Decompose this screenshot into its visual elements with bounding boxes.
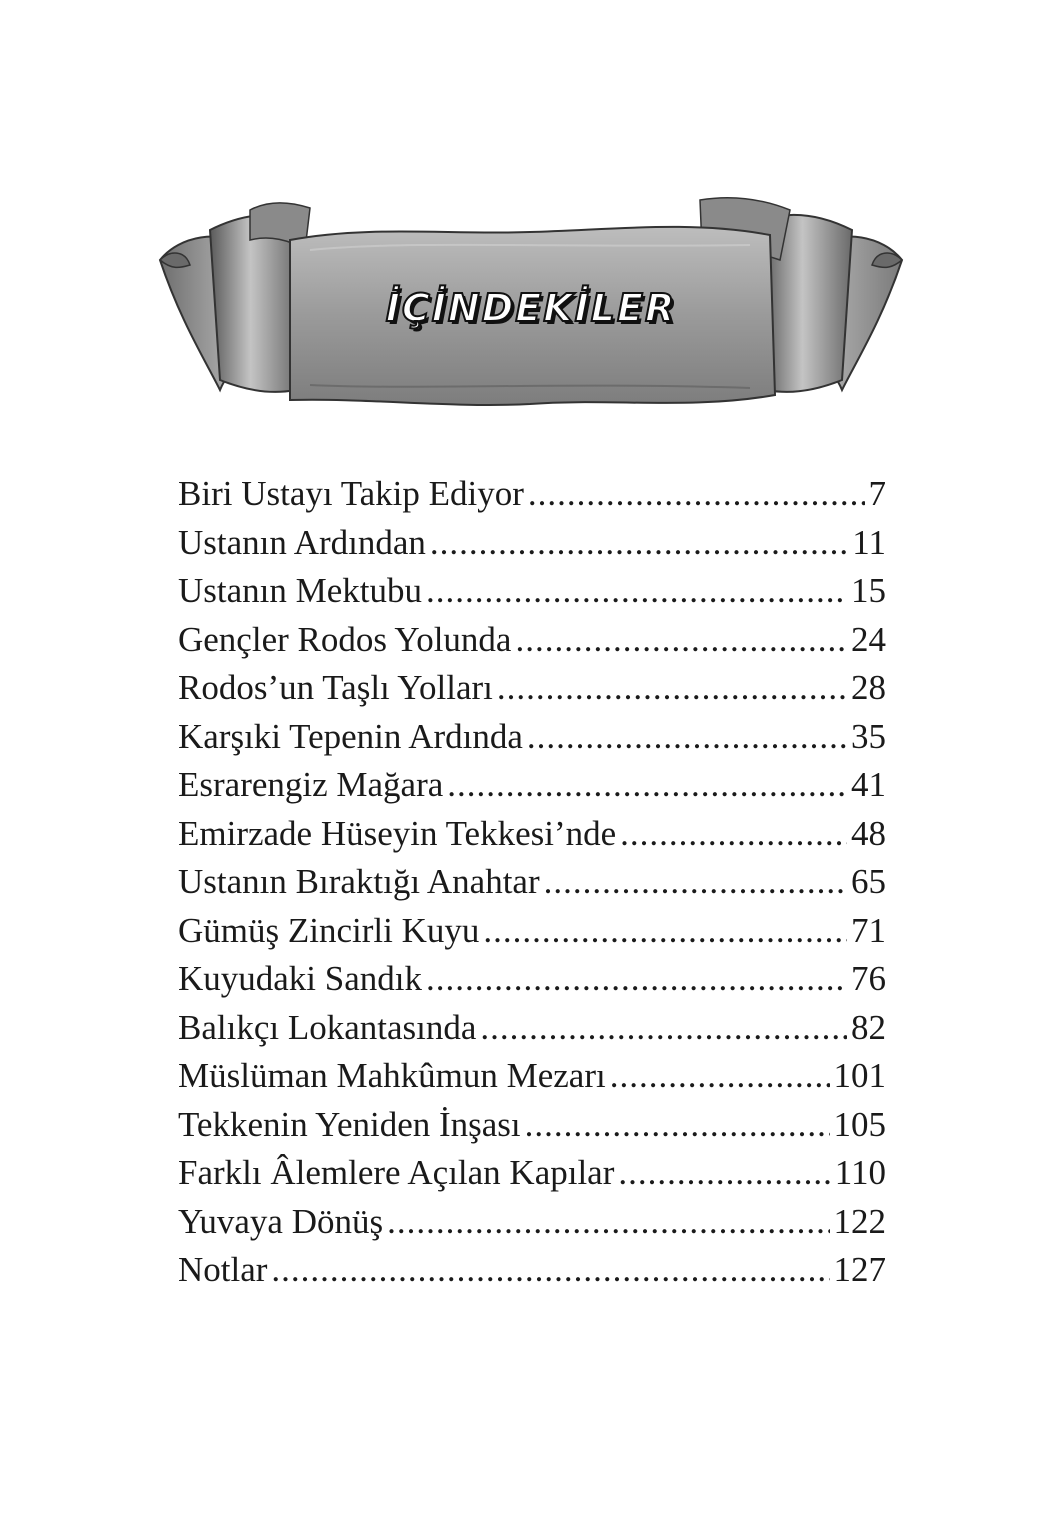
- toc-leader-dots: [525, 1101, 830, 1149]
- toc-entry[interactable]: [178, 955, 886, 1004]
- toc-leader-dots: [515, 616, 847, 664]
- toc-entry-title: Ustanın Bıraktığı Anahtar: [178, 862, 540, 901]
- toc-entry-page: 122: [833, 1201, 886, 1241]
- toc-entry-page: 76: [851, 959, 886, 998]
- toc-entry-title: Farklı Âlemlere Açılan Kapılar: [178, 1153, 615, 1192]
- toc-entry-page: 105: [833, 1104, 886, 1144]
- toc-leader-dots: [426, 567, 847, 615]
- toc-entry-page: 65: [851, 862, 886, 901]
- toc-entry-title: Gençler Rodos Yolunda: [178, 619, 512, 659]
- toc-entry[interactable]: [178, 1198, 886, 1247]
- toc-entry[interactable]: [178, 664, 886, 713]
- toc-entry[interactable]: [178, 713, 886, 762]
- toc-leader-dots: [610, 1052, 830, 1100]
- toc-leader-dots: [387, 1198, 829, 1246]
- toc-entry[interactable]: [178, 810, 886, 859]
- toc-entry[interactable]: [178, 1149, 886, 1198]
- toc-entry-page: 82: [851, 1007, 886, 1047]
- toc-entry-page: 24: [851, 619, 886, 659]
- toc-entry[interactable]: [178, 1004, 886, 1053]
- toc-entry-page: 41: [851, 765, 886, 804]
- toc-entry-title: Ustanın Ardından: [178, 522, 426, 562]
- toc-entry[interactable]: [178, 567, 886, 616]
- toc-entry-page: 15: [851, 571, 886, 610]
- toc-entry[interactable]: [178, 616, 886, 665]
- toc-entry-title: Gümüş Zincirli Kuyu: [178, 910, 480, 950]
- scroll-banner: [150, 190, 912, 420]
- toc-entry-page: 35: [851, 716, 886, 756]
- toc-entry-title: Kuyudaki Sandık: [178, 959, 423, 998]
- toc-leader-dots: [480, 1004, 847, 1052]
- toc-entry[interactable]: [178, 1246, 886, 1295]
- toc-leader-dots: [430, 519, 848, 567]
- toc-leader-dots: [618, 1149, 830, 1197]
- toc-entry-title: Notlar: [178, 1250, 268, 1289]
- toc-entry-page: 11: [852, 522, 886, 562]
- toc-leader-dots: [528, 470, 865, 518]
- page-title: İÇİNDEKİLER: [385, 286, 677, 330]
- toc-leader-dots: [544, 858, 847, 906]
- toc-leader-dots: [271, 1246, 829, 1294]
- toc-entry-title: Müslüman Mahkûmun Mezarı: [178, 1056, 606, 1095]
- toc-entry-page: 101: [833, 1056, 886, 1095]
- toc-entry-title: Esrarengiz Mağara: [178, 765, 444, 804]
- toc-leader-dots: [497, 664, 847, 712]
- toc-leader-dots: [426, 955, 847, 1003]
- toc-entry[interactable]: [178, 470, 886, 519]
- toc-leader-dots: [527, 713, 847, 761]
- toc-entry-page: 48: [851, 813, 886, 853]
- toc-entry-title: Tekkenin Yeniden İnşası: [178, 1104, 521, 1144]
- toc-leader-dots: [447, 761, 847, 809]
- toc-entry[interactable]: [178, 907, 886, 956]
- toc-entry-title: Biri Ustayı Takip Ediyor: [178, 474, 524, 513]
- toc-entry-title: Yuvaya Dönüş: [178, 1201, 384, 1241]
- table-of-contents: [178, 470, 886, 1295]
- toc-entry-title: Emirzade Hüseyin Tekkesi’nde: [178, 813, 617, 853]
- toc-entry-page: 110: [834, 1153, 886, 1192]
- toc-entry-title: Rodos’un Taşlı Yolları: [178, 668, 493, 707]
- toc-entry[interactable]: [178, 761, 886, 810]
- toc-entry-title: Karşıki Tepenin Ardında: [178, 716, 523, 756]
- toc-entry-page: 7: [868, 474, 886, 513]
- toc-entry-page: 28: [851, 668, 886, 707]
- toc-entry[interactable]: [178, 1101, 886, 1150]
- toc-entry[interactable]: [178, 519, 886, 568]
- toc-entry[interactable]: [178, 858, 886, 907]
- toc-entry-title: Balıkçı Lokantasında: [178, 1007, 477, 1047]
- toc-entry-page: 127: [833, 1250, 886, 1289]
- toc-entry-title: Ustanın Mektubu: [178, 571, 423, 610]
- toc-entry[interactable]: [178, 1052, 886, 1101]
- toc-entry-page: 71: [851, 910, 886, 950]
- toc-leader-dots: [483, 907, 847, 955]
- toc-leader-dots: [620, 810, 847, 858]
